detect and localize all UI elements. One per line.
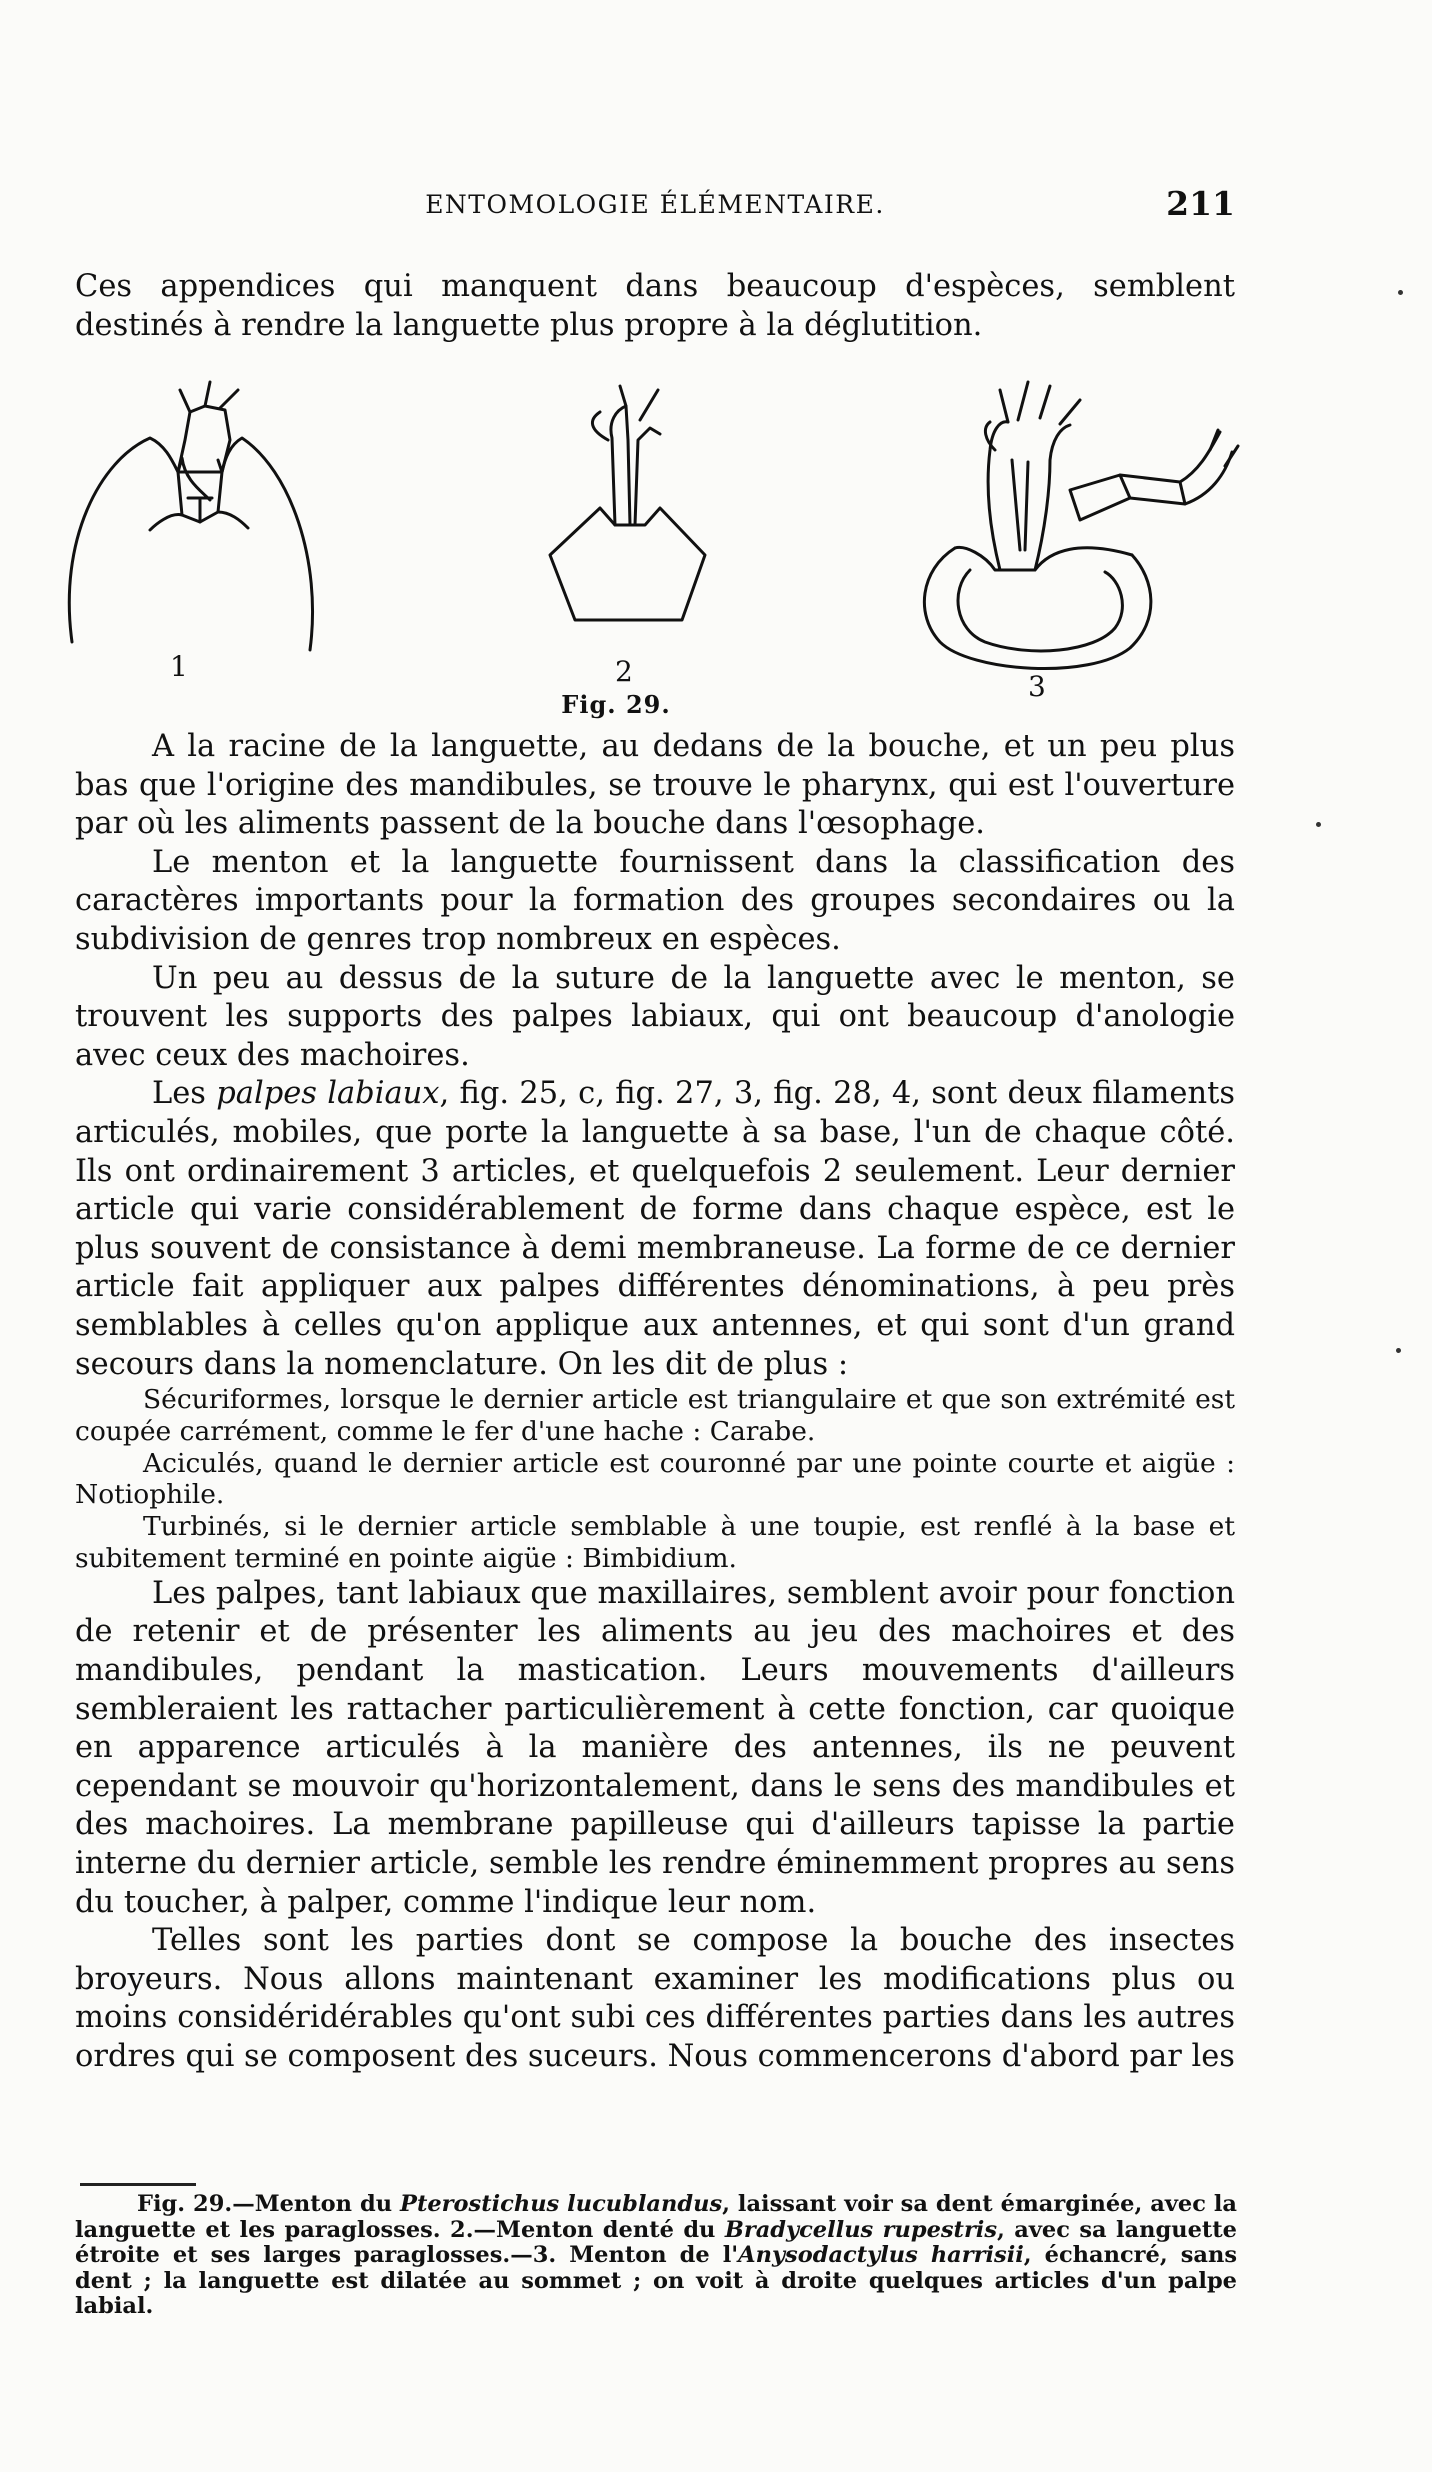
paragraph: Un peu au dessus de la suture de la languette avec le menton, se trouvent les supports des palpes labiaux, qui ont beaucoup d'anologie avec ceux des machoires.	[75, 960, 1235, 1073]
species-name: Bradycellus rupestris	[724, 2216, 998, 2243]
figure-29-drawing	[60, 380, 1240, 720]
main-text	[75, 728, 1235, 2077]
figure-29	[60, 380, 1240, 720]
footnote-part: Fig. 29.—Menton du	[137, 2191, 401, 2217]
mentum-drawing-3	[924, 382, 1238, 669]
definition-item: Turbinés, si le dernier article semblable à une toupie, est renflé à la base et subitement terminé en pointe aigüe : Bimbidium.	[75, 1511, 1235, 1575]
running-head-title: ENTOMOLOGIE ÉLÉMENTAIRE.	[425, 190, 885, 219]
intro-text: Ces appendices qui manquent dans beaucoup d'espèces, semblent destinés à rendre la languette plus propre à la déglutition.	[75, 269, 1235, 343]
species-name: Anysodactylus harrisii	[738, 2242, 1024, 2269]
paragraph: Le menton et la languette fournissent dans la classification des caractères importants pour la formation des groupes secondaires ou la subdivision de genres trop nombreux en espèces.	[75, 844, 1235, 957]
definitions-list	[75, 1384, 1235, 1575]
palpes-paragraph	[75, 1075, 1235, 1384]
figure-label-3: 3	[1028, 670, 1046, 703]
speck-mark	[1398, 290, 1403, 295]
footnote-part: , échancré, sans dent ; la languette est dilatée au sommet ; on voit à droite quelques articles d'un palpe labial.	[75, 2242, 1237, 2320]
page-number: 211	[1166, 184, 1235, 223]
speck-mark	[1396, 1348, 1401, 1353]
palpes-text: , fig. 25, c, fig. 27, 3, fig. 28, 4, sont deux filaments articulés, mobiles, que porte la languette à sa base, l'un de chaque côté. Ils ont ordinairement 3 articles, et quelquefois 2 seulement. Leur dernier article qui varie considérablement de forme dans chaque espèce, est le plus souvent de consistance à demi membraneuse. La forme de ce dernier article fait appliquer aux palpes différentes dénominations, à peu près semblables à celles qu'on applique aux antennes, et qui sont d'un grand secours dans la nomenclature. On les dit de plus :	[75, 1076, 1235, 1382]
figure-caption: Fig. 29.	[561, 690, 671, 719]
footnote-part: , avec sa languette étroite et ses larges paraglosses.—3. Menton de l'	[75, 2216, 1238, 2269]
species-name: Pterostichus lucublandus	[400, 2191, 723, 2217]
footnote	[75, 2192, 1237, 2320]
figure-label-2: 2	[615, 655, 633, 688]
footnote-rule	[80, 2183, 196, 2186]
running-head	[75, 184, 1235, 230]
paragraph: Telles sont les parties dont se compose la bouche des insectes broyeurs. Nous allons maintenant examiner les modifications plus ou moins considéridérables qu'ont subi ces différentes parties dans les autres ordres qui se composent des suceurs. Nous commencerons d'abord par les	[75, 1923, 1235, 2074]
palpes-lead: Les	[152, 1076, 217, 1112]
footnote-part: , laissant voir sa dent émarginée, avec la languette et les paraglosses. 2.—Menton denté du	[75, 2191, 1237, 2243]
paragraph: Les palpes, tant labiaux que maxillaires, semblent avoir pour fonction de retenir et de présenter les aliments au jeu des machoires et des mandibules, pendant la mastication. Leurs mouvements d'ailleurs sembleraient les rattacher particulièrement à cette fonction, car quoique en apparence articulés à la manière des antennes, ils ne peuvent cependant se mouvoir qu'horizontalement, dans le sens des mandibules et des machoires. La membrane papilleuse qui d'ailleurs tapisse la partie interne du dernier article, semble les rendre éminemment propres au sens du toucher, à palper, comme l'indique leur nom.	[75, 1575, 1235, 1920]
footnote-text	[75, 2192, 1237, 2320]
paragraph: A la racine de la languette, au dedans de la bouche, et un peu plus bas que l'origine des mandibules, se trouve le pharynx, qui est l'ouverture par où les aliments passent de la bouche dans l'œsophage.	[75, 729, 1235, 842]
definition-item: Sécuriformes, lorsque le dernier article est triangulaire et que son extrémité est coupée carrément, comme le fer d'une hache : Carabe.	[75, 1384, 1235, 1447]
intro-paragraph	[75, 268, 1235, 345]
palpes-term: palpes labiaux	[216, 1076, 440, 1112]
mentum-drawing-2	[550, 386, 705, 620]
speck-mark	[1316, 822, 1321, 827]
figure-label-1: 1	[170, 650, 188, 683]
definition-item: Aciculés, quand le dernier article est couronné par une pointe courte et aigüe : Notiophile.	[75, 1447, 1235, 1511]
mentum-drawing-1	[69, 382, 312, 650]
